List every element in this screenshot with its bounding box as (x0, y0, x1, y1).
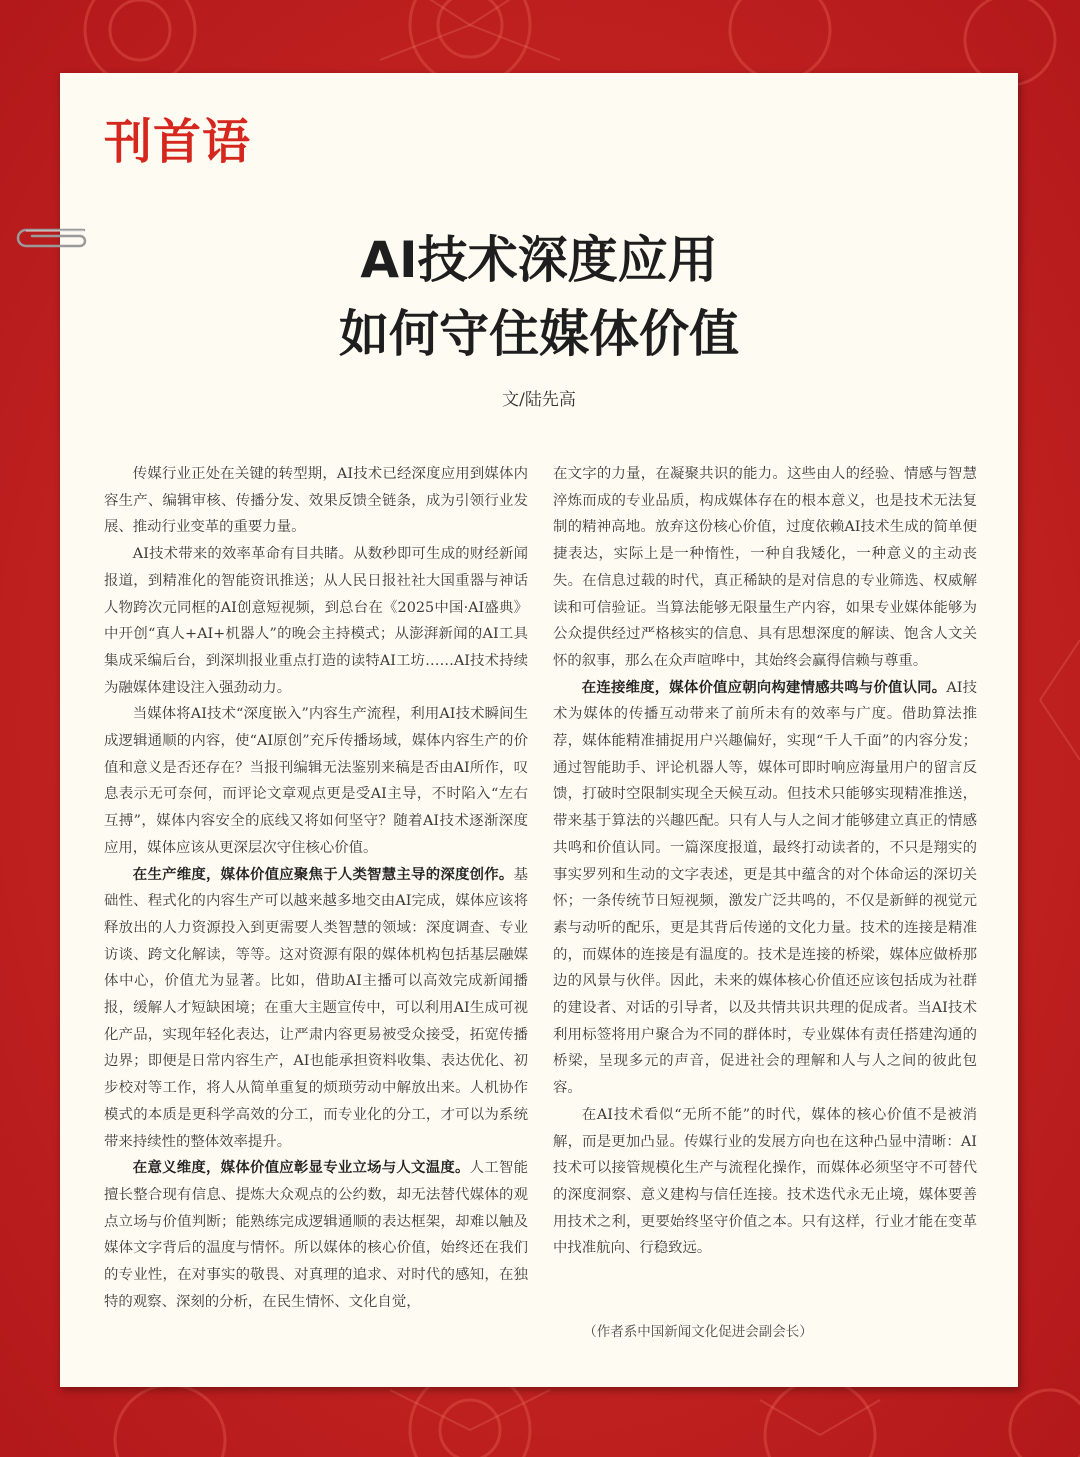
author-note: （作者系中国新闻文化促进会副会长） (583, 1324, 813, 1340)
paragraph (553, 675, 977, 1102)
paragraph: 当媒体将AI技术“深度嵌入”内容生产流程，利用AI技术瞬间生成逻辑通顺的内容，使“AI原创”充斥传播场域，媒体内容生产的价值和意义是否还存在？当报刊编辑无法鉴别来稿是否由AI所作，叹息表示无可奈何，而评论文章观点更是受AI主导，不时陷入“左右互搏”，媒体内容安全的底线又将如何坚守？随着AI技术逐渐深度应用，媒体应该从更深层次守住核心价值。 (104, 706, 528, 856)
paragraph: AI技术带来的效率革命有目共睹。从数秒即可生成的财经新闻报道，到精准化的智能资讯推送；从人民日报社社大国重器与神话人物跨次元同框的AI创意短视频，到总台在《2025中国·AI盛典》中开创“真人+AI+机器人”的晚会主持模式；从澎湃新闻的AI工具集成采编后台，到深圳报业重点打造的读特AI工坊……AI技术持续为融媒体建设注入强劲动力。 (104, 546, 528, 696)
column-label: 刊首语 (104, 114, 252, 170)
paperclip-icon (14, 222, 94, 256)
paragraph-text: AI技术为媒体的传播互动带来了前所未有的效率与广度。借助算法推荐，媒体能精准捕捉用户兴趣偏好，实现“千人千面”的内容分发；通过智能助手、评论机器人等，媒体可即时响应海量用户的留言反馈，打破时空限制实现全天候互动。但技术只能够实现精准推送，带来基于算法的兴趣匹配。只有人与人之间才能够建立真正的情感共鸣和价值认同。一篇深度报道，最终打动读者的，不只是翔实的事实罗列和生动的文字表述，更是其中蕴含的对个体命运的深切关怀；一条传统节日短视频，激发广泛共鸣的，不仅是新鲜的视觉元素与动听的配乐，更是其背后传递的文化力量。技术的连接是精准的，而媒体的连接是有温度的。技术是连接的桥梁，媒体应做桥那边的风景与伙伴。因此，未来的媒体核心价值还应该包括成为社群的建设者、对话的引导者，以及共情共识共理的促成者。当AI技术利用标签将用户聚合为不同的群体时，专业媒体有责任搭建沟通的桥梁，呈现多元的声音，促进社会的理解和人与人之间的彼此包容。 (553, 679, 977, 1097)
paragraph-text: 基础性、程式化的内容生产可以越来越多地交由AI完成，媒体应该将释放出的人力资源投入到更需要人类智慧的领域：深度调查、专业访谈、跨文化解读，等等。这对资源有限的媒体机构包括基层融媒体中心，价值尤为显著。比如，借助AI主播可以高效完成新闻播报，缓解人才短缺困境；在重大主题宣传中，可以利用AI生成可视化产品，实现年轻化表达，让严肃内容更易被受众接受，拓宽传播边界；即便是日常内容生产，AI也能承担资料收集、表达优化、初步校对等工作，将人从简单重复的烦琐劳动中解放出来。人机协作模式的本质是更科学高效的分工，而专业化的分工，才可以为系统带来持续性的整体效率提升。 (104, 866, 528, 1150)
section-lead: 在意义维度，媒体价值应彰显专业立场与人文温度。 (132, 1159, 470, 1177)
paragraph: 在AI技术看似“无所不能”的时代，媒体的核心价值不是被消解，而是更加凸显。传媒行业的发展方向也在这种凸显中清晰：AI技术可以接管规模化生产与流程化操作，而媒体必须坚守不可替代的深度洞察、意义建构与信任连接。技术迭代永无止境，媒体要善用技术之利，更要始终坚守价值之本。只有这样，行业才能在变革中找准航向、行稳致远。 (553, 1106, 977, 1257)
body-column-left (104, 461, 528, 1316)
section-lead: 在生产维度，媒体价值应聚焦于人类智慧主导的深度创作。 (132, 865, 514, 883)
section-lead: 在连接维度，媒体价值应朝向构建情感共鸣与价值认同。 (581, 678, 947, 696)
paragraph (104, 862, 528, 1156)
paragraph-text: 人工智能擅长整合现有信息、提炼大众观点的公约数，却无法替代媒体的观点立场与价值判断；能熟练完成逻辑通顺的表达框架，却难以触及媒体文字背后的温度与情怀。所以媒体的核心价值，始终还在我们的专业性，在对事实的敬畏、对真理的追求、对时代的感知，在独特的观察、深刻的分析，在民生情怀、文化自觉， (104, 1160, 528, 1310)
paragraph: 传媒行业正处在关键的转型期，AI技术已经深度应用到媒体内容生产、编辑审核、传播分发、效果反馈全链条，成为引领行业发展、推动行业变革的重要力量。 (104, 466, 528, 536)
body-column-right (553, 461, 977, 1262)
paragraph: 在文字的力量，在凝聚共识的能力。这些由人的经验、情感与智慧淬炼而成的专业品质，构成媒体存在的根本意义，也是技术无法复制的精神高地。放弃这份核心价值，过度依赖AI技术生成的简单便捷表达，实际上是一种惰性，一种自我矮化，一种意义的主动丧失。在信息过载的时代，真正稀缺的是对信息的专业筛选、权威解读和可信验证。当算法能够无限量生产内容，如果专业媒体能够为公众提供经过严格核实的信息、具有思想深度的解读、饱含人文关怀的叙事，那么在众声喧哗中，其始终会赢得信赖与尊重。 (553, 466, 977, 669)
article-title-line2: 如何守住媒体价值 (339, 305, 739, 363)
paragraph (104, 1155, 528, 1315)
author-byline: 文/陆先高 (502, 390, 576, 410)
article-title-line1: AI技术深度应用 (360, 231, 718, 289)
